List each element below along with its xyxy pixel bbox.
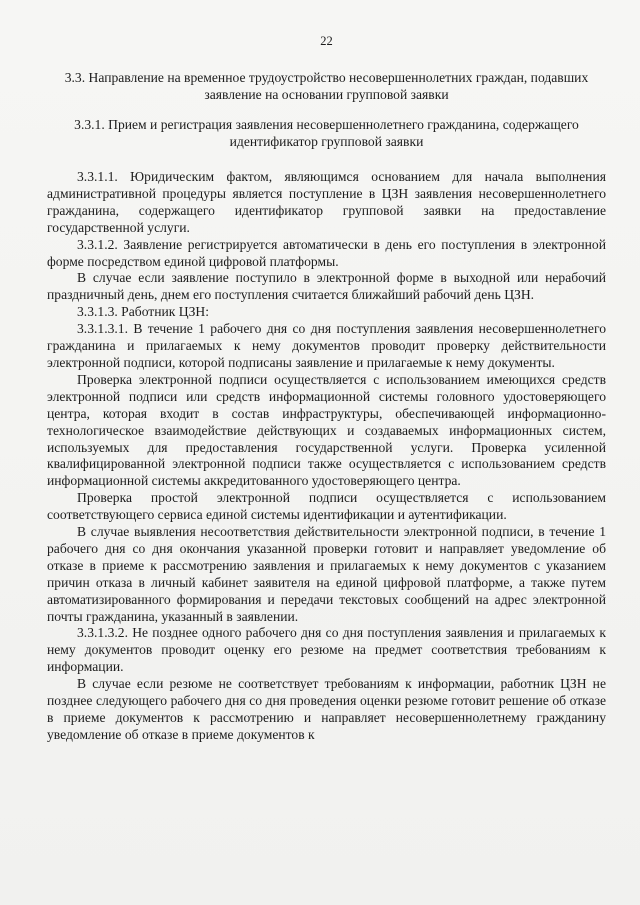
page-number: 22 xyxy=(320,34,333,48)
paragraph: 3.3.1.1. Юридическим фактом, являющимся основанием для начала выполнения административной процедуры является поступление в ЦЗН заявления несовершеннолетнего гражданина, содержащего идентификатор групповой заявки на предоставление государственной услуги. xyxy=(47,169,606,235)
paragraph: В случае если заявление поступило в электронной форме в выходной или нерабочий праздничный день, днем его поступления считается ближайший рабочий день ЦЗН. xyxy=(47,270,606,303)
paragraph: 3.3.1.2. Заявление регистрируется автоматически в день его поступления в электронной форме посредством единой цифровой платформы. xyxy=(47,236,606,269)
paragraph: 3.3.1.3.2. Не позднее одного рабочего дня со дня поступления заявления и прилагаемых к нему документов проводит оценку его резюме на предмет соответствия требованиям к информации. xyxy=(47,625,606,675)
section-heading: 3.3. Направление на временное трудоустройство несовершеннолетних граждан, подавших заявление на основании групповой заявки xyxy=(64,70,589,102)
paragraph: 3.3.1.3.1. В течение 1 рабочего дня со дня поступления заявления несовершеннолетнего гражданина и прилагаемых к нему документов проводит проверку действительности электронной подписи, которой подписаны заявление и прилагаемые к нему документы. xyxy=(47,321,606,370)
paragraph: В случае выявления несоответствия действительности электронной подписи, в течение 1 рабочего дня со дня окончания указанной проверки готовит и направляет уведомление об отказе в приеме к рассмотрению заявления и прилагаемых к нему документов с указанием причин отказа в личный кабинет заявителя на единой цифровой платформе, а также путем автоматизированного формирования и передачи текстовых сообщений на адрес электронной почты гражданина, указанный в заявлении. xyxy=(47,524,606,624)
paragraph: Проверка электронной подписи осуществляется с использованием имеющихся средств электронной подписи или средств информационной системы головного удостоверяющего центра, которая входит в состав инфраструктуры, обеспечивающей информационно-технологическое взаимодействие действующих и создаваемых информационных систем, используемых для предоставления государственной услуги. Проверка усиленной квалифицированной электронной подписи также осуществляется с использованием средств информационной системы аккредитованного удостоверяющего центра. xyxy=(47,371,606,489)
paragraph: В случае если резюме не соответствует требованиям к информации, работник ЦЗН не позднее следующего рабочего дня со дня проведения оценки резюме готовит решение об отказе в приеме документов к рассмотрению и направляет несовершеннолетнему гражданину уведомление об отказе в приеме документов к xyxy=(47,676,606,742)
paragraph: 3.3.1.3. Работник ЦЗН: xyxy=(77,304,210,320)
body-text xyxy=(47,169,606,744)
subsection-heading: 3.3.1. Прием и регистрация заявления несовершеннолетнего гражданина, содержащего идентификатор групповой заявки xyxy=(74,117,579,149)
paragraph: Проверка простой электронной подписи осуществляется с использованием соответствующего сервиса единой системы идентификации и аутентификации. xyxy=(47,490,606,523)
